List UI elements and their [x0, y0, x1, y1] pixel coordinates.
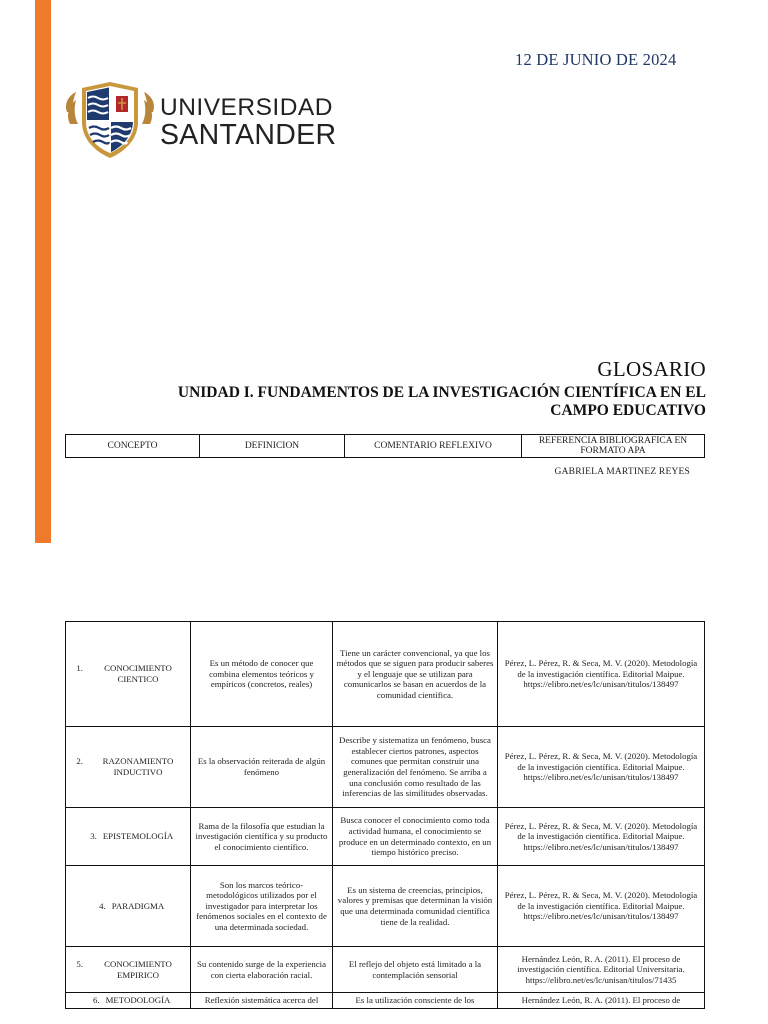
subtitle-line-1: UNIDAD I. FUNDAMENTOS DE LA INVESTIGACIÓN CIENTÍFICA EN EL — [177, 384, 706, 401]
table-row — [66, 622, 705, 727]
university-logo-text — [160, 96, 336, 149]
column-header-reference: REFERENCIA BIBLIOGRAFICA EN FORMATO APA — [522, 435, 705, 458]
column-header-concept: CONCEPTO — [66, 435, 200, 458]
concept-cell — [66, 808, 191, 866]
definition-cell: Reflexión sistemática acerca del — [191, 993, 333, 1009]
column-header-table — [65, 434, 705, 458]
table-row — [66, 947, 705, 993]
reference-cell: Hernández León, R. A. (2011). El proceso de investigación científica. Editorial Universitaria. https://elibro.net/es/lc/unisan/titulos/71435 — [498, 947, 705, 993]
comment-cell: Busca conocer el conocimiento como toda actividad humana, el conocimiento se produce en un determinado contexto, en un tiempo histórico preciso. — [333, 808, 498, 866]
comment-cell: Es la utilización consciente de los — [333, 993, 498, 1009]
university-crest-icon — [64, 78, 156, 160]
university-logo — [64, 78, 339, 160]
row-number: 1. — [76, 663, 83, 674]
concept-name: METODOLOGÍA — [105, 995, 171, 1005]
table-row — [66, 727, 705, 808]
author-name: GABRIELA MARTINEZ REYES — [554, 467, 690, 477]
document-date: 12 DE JUNIO DE 2024 — [515, 50, 677, 69]
table-row — [66, 866, 705, 947]
glossary-table — [65, 621, 705, 1009]
definition-cell: Son los marcos teórico-metodológicos utilizados por el investigador para interpretar los fenómenos sociales en el contexto de una determinada sociedad. — [191, 866, 333, 947]
concept-cell — [66, 993, 191, 1009]
concept-name: CONOCIMIENTO CIENTICO — [104, 663, 172, 684]
row-number: 4. — [99, 900, 106, 911]
comment-cell: El reflejo del objeto está limitado a la contemplación sensorial — [333, 947, 498, 993]
definition-cell: Es la observación reiterada de algún fenómeno — [191, 727, 333, 808]
accent-side-bar — [35, 0, 51, 543]
document-title: GLOSARIO — [597, 357, 706, 381]
concept-name: CONOCIMIENTO EMPIRICO — [104, 958, 172, 980]
unit-subtitle — [120, 384, 706, 420]
concept-cell — [66, 727, 191, 808]
definition-cell: Su contenido surge de la experiencia con cierta elaboración racial. — [191, 947, 333, 993]
column-header-row — [66, 435, 705, 458]
comment-cell: Es un sistema de creencias, principios, valores y premisas que determinan la visión que una determinada comunidad científica tiene de la realidad. — [333, 866, 498, 947]
concept-name: PARADIGMA — [111, 900, 165, 911]
logo-line-1: UNIVERSIDAD — [160, 94, 333, 121]
concept-cell — [66, 622, 191, 727]
logo-line-2: SANTANDER — [160, 118, 337, 151]
comment-cell: Describe y sistematiza un fenómeno, busca establecer ciertos patrones, aspectos comunes que permitan construir una generalización del fenómeno. Se arriba a una conclusión como resultado de las inferencias de las similitudes observadas. — [333, 727, 498, 808]
reference-cell: Hernández León, R. A. (2011). El proceso de — [498, 993, 705, 1009]
column-header-definition: DEFINICION — [200, 435, 345, 458]
row-number: 2. — [76, 756, 83, 767]
comment-cell: Tiene un carácter convencional, ya que los métodos que se siguen para producir saberes y el lenguaje que se utilizan para comunicarlos se basan en acuerdos de la comunidad científica. — [333, 622, 498, 727]
definition-cell: Es un método de conocer que combina elementos teóricos y empíricos (concretos, reales) — [191, 622, 333, 727]
concept-cell — [66, 947, 191, 993]
reference-cell: Pérez, L. Pérez, R. & Seca, M. V. (2020). Metodología de la investigación científica. Editorial Maipue. https://elibro.net/es/lc/unisan/titulos/138497 — [498, 727, 705, 808]
column-header-comment: COMENTARIO REFLEXIVO — [345, 435, 522, 458]
reference-cell: Pérez, L. Pérez, R. & Seca, M. V. (2020). Metodología de la investigación científica. Editorial Maipue. https://elibro.net/es/lc/unisan/titulos/138497 — [498, 866, 705, 947]
concept-name: EPISTEMOLOGÍA — [102, 831, 174, 842]
table-row — [66, 993, 705, 1009]
reference-cell: Pérez, L. Pérez, R. & Seca, M. V. (2020). Metodología de la investigación científica. Editorial Maipue. https://elibro.net/es/lc/unisan/titulos/138497 — [498, 808, 705, 866]
table-row — [66, 808, 705, 866]
definition-cell: Rama de la filosofía que estudian la investigación científica y su producto el conocimiento científico. — [191, 808, 333, 866]
row-number: 3. — [90, 831, 97, 842]
concept-name: RAZONAMIENTO INDUCTIVO — [102, 756, 174, 777]
concept-cell — [66, 866, 191, 947]
row-number: 6. — [92, 995, 100, 1005]
reference-cell: Pérez, L. Pérez, R. & Seca, M. V. (2020). Metodología de la investigación científica. Editorial Maipue. https://elibro.net/es/lc/unisan/titulos/138497 — [498, 622, 705, 727]
subtitle-line-2: CAMPO EDUCATIVO — [550, 402, 706, 419]
row-number: 5. — [76, 958, 83, 969]
